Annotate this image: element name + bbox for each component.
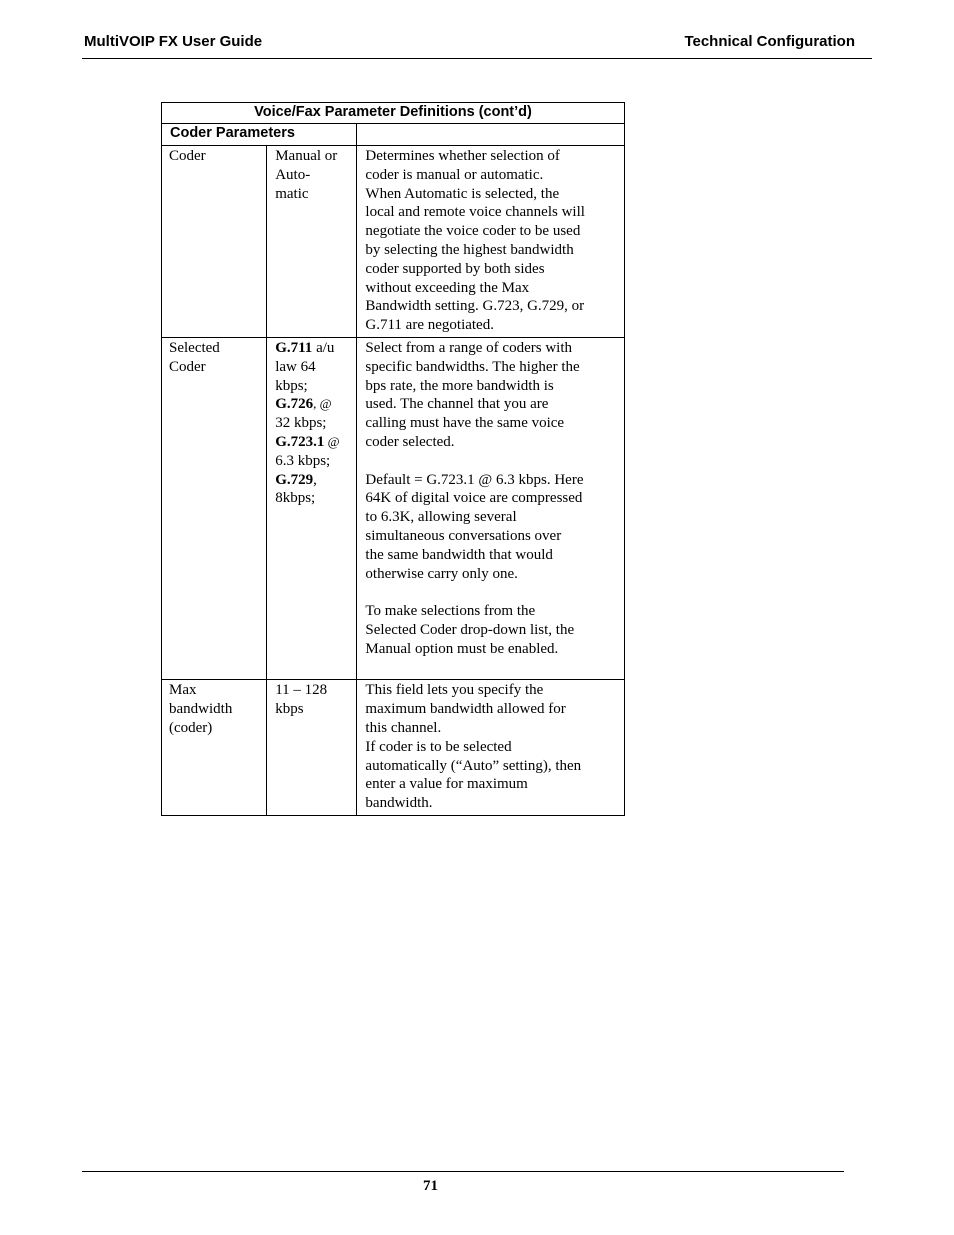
footer-divider (82, 1171, 844, 1172)
cell-line: the same bandwidth that would (365, 546, 553, 563)
cell-line: 32 kbps; (275, 415, 327, 432)
blank-line (365, 452, 618, 471)
cell-line (275, 471, 352, 490)
section-header-empty-cell (357, 124, 625, 146)
cell-line (275, 395, 352, 414)
cell-line: Bandwidth setting. G.723, G.729, or (365, 298, 585, 315)
parameter-value-cell (267, 337, 357, 679)
cell-line: calling must have the same voice (365, 415, 565, 432)
cell-line: otherwise carry only one. (365, 565, 518, 582)
cell-line: Coder (169, 358, 206, 375)
cell-line: 6.3 kbps; (275, 452, 331, 469)
table-title-row (162, 103, 625, 124)
parameter-name-cell (162, 680, 267, 816)
coder-name: G.729 (275, 471, 314, 488)
blank-line (365, 583, 618, 602)
cell-line: Manual option must be enabled. (365, 640, 559, 657)
cell-line: law 64 (275, 358, 316, 375)
cell-line: Select from a range of coders with (365, 339, 572, 356)
parameter-description-cell (357, 146, 625, 338)
cell-line: to 6.3K, allowing several (365, 509, 517, 526)
cell-line: local and remote voice channels will (365, 204, 585, 221)
coder-detail: a/u (312, 339, 335, 356)
section-title: Coder Parameters (162, 124, 357, 146)
header-divider (82, 58, 872, 59)
parameter-name-cell (162, 146, 267, 338)
cell-line: bandwidth (169, 701, 233, 718)
running-header-section: Technical Configuration (684, 33, 855, 50)
cell-line: negotiate the voice coder to be used (365, 223, 581, 240)
cell-line: specific bandwidths. The higher the (365, 358, 580, 375)
cell-line: bandwidth. (365, 795, 433, 812)
parameter-description-cell (357, 337, 625, 679)
cell-line: this channel. (365, 719, 442, 736)
cell-line: matic (275, 185, 309, 202)
cell-line: automatically (“Auto” setting), then (365, 757, 582, 774)
section-header-row (162, 124, 625, 146)
cell-line: To make selections from the (365, 603, 536, 620)
parameter-description-cell (357, 680, 625, 816)
cell-line: When Automatic is selected, the (365, 185, 560, 202)
parameter-definitions-table (161, 102, 625, 816)
cell-line: coder supported by both sides (365, 260, 545, 277)
cell-line: Selected (169, 339, 220, 356)
cell-line: 11 – 128 (275, 682, 328, 699)
cell-line: 64K of digital voice are compressed (365, 490, 583, 507)
table-row-coder (162, 146, 625, 338)
running-header-title: MultiVOIP FX User Guide (84, 33, 263, 50)
cell-line: Default = G.723.1 @ 6.3 kbps. Here (365, 471, 584, 488)
cell-line (275, 339, 352, 358)
coder-detail: , @ (313, 396, 332, 412)
cell-line: used. The channel that you are (365, 396, 549, 413)
cell-line: This field lets you specify the (365, 682, 544, 699)
cell-line: (coder) (169, 719, 213, 736)
cell-line: by selecting the highest bandwidth (365, 241, 574, 258)
cell-line: without exceeding the Max (365, 279, 530, 296)
coder-name: G.723.1 (275, 433, 325, 450)
cell-line: kbps; (275, 377, 308, 394)
blank-line (365, 659, 618, 678)
cell-line: coder is manual or automatic. (365, 166, 544, 183)
parameter-value-cell (267, 146, 357, 338)
coder-name: G.726 (275, 396, 314, 413)
cell-line: Coder (169, 148, 206, 164)
cell-line: 8kbps; (275, 490, 316, 507)
cell-line: maximum bandwidth allowed for (365, 701, 566, 718)
cell-line: enter a value for maximum (365, 776, 528, 793)
table-row-max-bandwidth (162, 680, 625, 816)
cell-line (275, 433, 352, 452)
table-title: Voice/Fax Parameter Definitions (cont’d) (162, 103, 625, 124)
coder-detail: , (313, 471, 317, 488)
coder-name: G.711 (275, 339, 313, 356)
table-row-selected-coder (162, 337, 625, 679)
coder-detail: @ (324, 433, 340, 449)
page-number: 71 (423, 1178, 438, 1194)
cell-line: coder selected. (365, 433, 455, 450)
cell-line: Auto- (275, 166, 311, 183)
cell-line: Manual or (275, 148, 338, 164)
cell-line: Determines whether selection of (365, 148, 560, 164)
cell-line: Max (169, 682, 197, 699)
parameter-name-cell (162, 337, 267, 679)
cell-line: Selected Coder drop-down list, the (365, 621, 575, 638)
cell-line: G.711 are negotiated. (365, 317, 494, 334)
cell-line: bps rate, the more bandwidth is (365, 377, 554, 394)
cell-line: kbps (275, 701, 304, 718)
cell-line: If coder is to be selected (365, 738, 512, 755)
parameter-value-cell (267, 680, 357, 816)
cell-line: simultaneous conversations over (365, 527, 562, 544)
